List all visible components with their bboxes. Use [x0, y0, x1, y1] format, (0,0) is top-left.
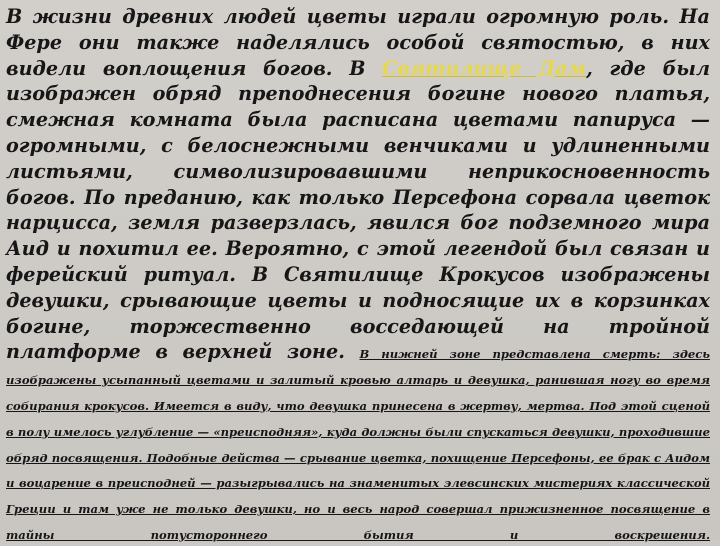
- main-text-part-1: В жизни древних людей цветы играли огромную роль. На Фере они также наделялись особой святостью, в них видели воплощения богов. В: [6, 5, 710, 80]
- small-text: В нижней зоне представлена смерть: здесь изображены усыпанный цветами и залитый кровью алтарь и девушка, ранившая ногу во время собирания крокусов. Имеется в виду, что девушка принесена в жертву, мертва. Под этой сценой в полу имелось углубление — «преисподняя», куда должны были спускаться девушки, проходившие обряд посвящения. Подобные действа — срывание цветка, похищение Персефоны, ее брак с Аидом и воцарение в преисподней — разыгрывались на знаменитых элевсинских мистериях классической Греции и там уже не только девушки, но и весь народ совершал прижизненное посвящение в тайны потустороннего бытия и воскрешения.: [6, 347, 710, 542]
- main-paragraph: [6, 4, 710, 546]
- main-text-part-2: , где был изображен обряд преподнесения богине нового платья, смежная комната была расписана цветами папируса — огромными, с белоснежными венчиками и удлиненными листьями, символизировавшими неприкосновенность богов. По преданию, как только Персефона сорвала цветок нарцисса, земля разверзлась, явился бог подземного мира Аид и похитил ее. Вероятно, с этой легендой был связан и ферейский ритуал. В Святилище Крокусов изображены девушки, срывающие цветы и подносящие их в корзинках богине, торжественно восседающей на тройной платформе в верхней зоне.: [6, 56, 711, 364]
- sanctuary-of-ladies-link[interactable]: Святилище Дам: [382, 56, 587, 80]
- article-text: [6, 4, 710, 546]
